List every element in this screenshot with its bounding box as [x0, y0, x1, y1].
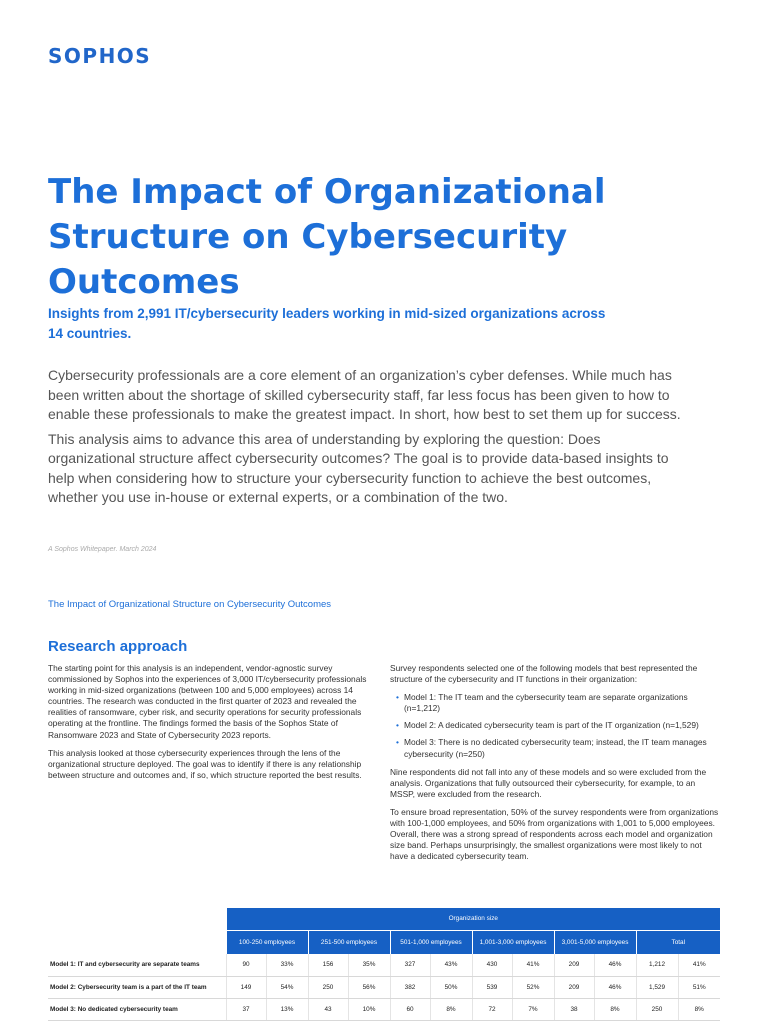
list-item: [396, 720, 722, 731]
column-header: Total: [636, 930, 720, 954]
column-header: 251-500 employees: [308, 930, 390, 954]
table-cell: 382: [390, 976, 430, 998]
table-cell: 10%: [348, 998, 390, 1020]
sophos-logo: SOPHOS: [48, 44, 152, 68]
byline: A Sophos Whitepaper. March 2024: [48, 546, 157, 553]
bullet-icon: •: [396, 692, 399, 703]
table-cell: 8%: [678, 998, 720, 1020]
list-item: [396, 737, 722, 759]
table-cell: 43: [308, 998, 348, 1020]
table-cell: 56%: [348, 976, 390, 998]
table-cell: 35%: [348, 954, 390, 976]
body-paragraph: Survey respondents selected one of the following models that best represented the structure of the cybersecurity and IT functions in their organization:: [390, 663, 698, 685]
body-paragraph: Nine respondents did not fall into any of these models and so were excluded from the analysis. Organizations that fully outsourced their cybersecurity, for example, to an MSSP, were excluded from the research.: [390, 766, 707, 799]
model-text: Model 1: The IT team and the cybersecurity team are separate organizations (n=1,212): [404, 692, 688, 714]
table-row: [48, 998, 720, 1020]
table-cell: 156: [308, 954, 348, 976]
table-row: [48, 976, 720, 998]
table-cell: 539: [472, 976, 512, 998]
table-cell: 50%: [430, 976, 472, 998]
model-list: [396, 692, 722, 759]
bullet-icon: •: [396, 720, 399, 731]
table-cell: 430: [472, 954, 512, 976]
row-label: Model 1: IT and cybersecurity are separate teams: [48, 954, 226, 976]
table-cell: 46%: [594, 976, 636, 998]
section-heading: Research approach: [48, 638, 188, 655]
table-cell: 1,212: [636, 954, 678, 976]
table-cell: 52%: [512, 976, 554, 998]
model-text: Model 2: A dedicated cybersecurity team is part of the IT organization (n=1,529): [404, 720, 699, 731]
table-row: [48, 954, 720, 976]
table-cell: 41%: [678, 954, 720, 976]
bullet-icon: •: [396, 737, 399, 748]
model-text: Model 3: There is no dedicated cybersecurity team; instead, the IT team manages cybersecurity (n=250): [404, 737, 707, 759]
table-cell: 250: [308, 976, 348, 998]
table-cell: 90: [226, 954, 266, 976]
column-header: 501-1,000 employees: [390, 930, 472, 954]
body-paragraph: This analysis looked at those cybersecurity experiences through the lens of the organizational structure deployed. The goal was to identify if there is any relationship between structure and outcomes and, if so, which structure reported the best results.: [48, 747, 362, 780]
table-cell: 37: [226, 998, 266, 1020]
running-head: The Impact of Organizational Structure on Cybersecurity Outcomes: [48, 599, 332, 610]
intro-paragraph: This analysis aims to advance this area of understanding by exploring the question: Does organizational structure affect cybersecurity outcomes? The goal is to provide data-based insights to help when considering how to structure your cybersecurity function to achieve the best outcomes, whether you use in-house or external experts, or a combination of the two.: [48, 430, 669, 505]
intro-text: [48, 366, 688, 513]
table-cell: 209: [554, 976, 594, 998]
table-corner: [48, 930, 226, 954]
table-cell: 327: [390, 954, 430, 976]
list-item: [396, 692, 722, 714]
column-header: 1,001-3,000 employees: [472, 930, 554, 954]
page-subtitle: Insights from 2,991 IT/cybersecurity leaders working in mid-sized organizations across 14 countries.: [48, 306, 606, 341]
row-label: Model 2: Cybersecurity team is a part of the IT team: [48, 976, 226, 998]
body-paragraph: To ensure broad representation, 50% of the survey respondents were from organizations with 100-1,000 employees, and 50% from organizations with 1,001 to 5,000 employees. Overall, there was a strong spread of respondents across each model and organization size band. Perhaps unsurprisingly, the smallest organizations were most likely to not have a dedicated cybersecurity team.: [390, 806, 719, 862]
table-corner: [48, 908, 226, 930]
column-header: 3,001-5,000 employees: [554, 930, 636, 954]
table-cell: 51%: [678, 976, 720, 998]
table-cell: 72: [472, 998, 512, 1020]
table-cell: 41%: [512, 954, 554, 976]
table-cell: 8%: [594, 998, 636, 1020]
table-cell: 250: [636, 998, 678, 1020]
table-cell: 43%: [430, 954, 472, 976]
intro-paragraph: Cybersecurity professionals are a core element of an organization’s cyber defenses. While much has been written about the shortage of skilled cybersecurity staff, far less focus has been given to how to enable these professionals to make the greatest impact. In short, how best to set them up for success.: [48, 367, 681, 422]
table-cell: 8%: [430, 998, 472, 1020]
row-label: Model 3: No dedicated cybersecurity team: [48, 998, 226, 1020]
table-cell: 209: [554, 954, 594, 976]
page-title: The Impact of Organizational Structure on Cybersecurity Outcomes: [48, 172, 606, 302]
table-cell: 54%: [266, 976, 308, 998]
table-cell: 7%: [512, 998, 554, 1020]
table-cell: 149: [226, 976, 266, 998]
table-cell: 46%: [594, 954, 636, 976]
organization-size-table: [48, 908, 720, 1021]
body-paragraph: The starting point for this analysis is an independent, vendor-agnostic survey commissioned by Sophos into the experiences of 3,000 IT/cybersecurity professionals working in mid-sized organizations (between 100 and 5,000 employees) across 14 countries. The research was conducted in the first quarter of 2023 and revealed the realities of ransomware, cyber risk, and security operations for security professionals operating at the frontline. The findings formed the basis of the Sophos State of Ransomware 2023 and State of Cybersecurity 2023 reports.: [48, 663, 367, 740]
table-cell: 38: [554, 998, 594, 1020]
left-column: [48, 663, 378, 788]
table-group-header: Organization size: [226, 908, 720, 930]
table-cell: 33%: [266, 954, 308, 976]
right-column: [390, 663, 722, 869]
table-cell: 13%: [266, 998, 308, 1020]
table-cell: 1,529: [636, 976, 678, 998]
column-header: 100-250 employees: [226, 930, 308, 954]
table-cell: 60: [390, 998, 430, 1020]
